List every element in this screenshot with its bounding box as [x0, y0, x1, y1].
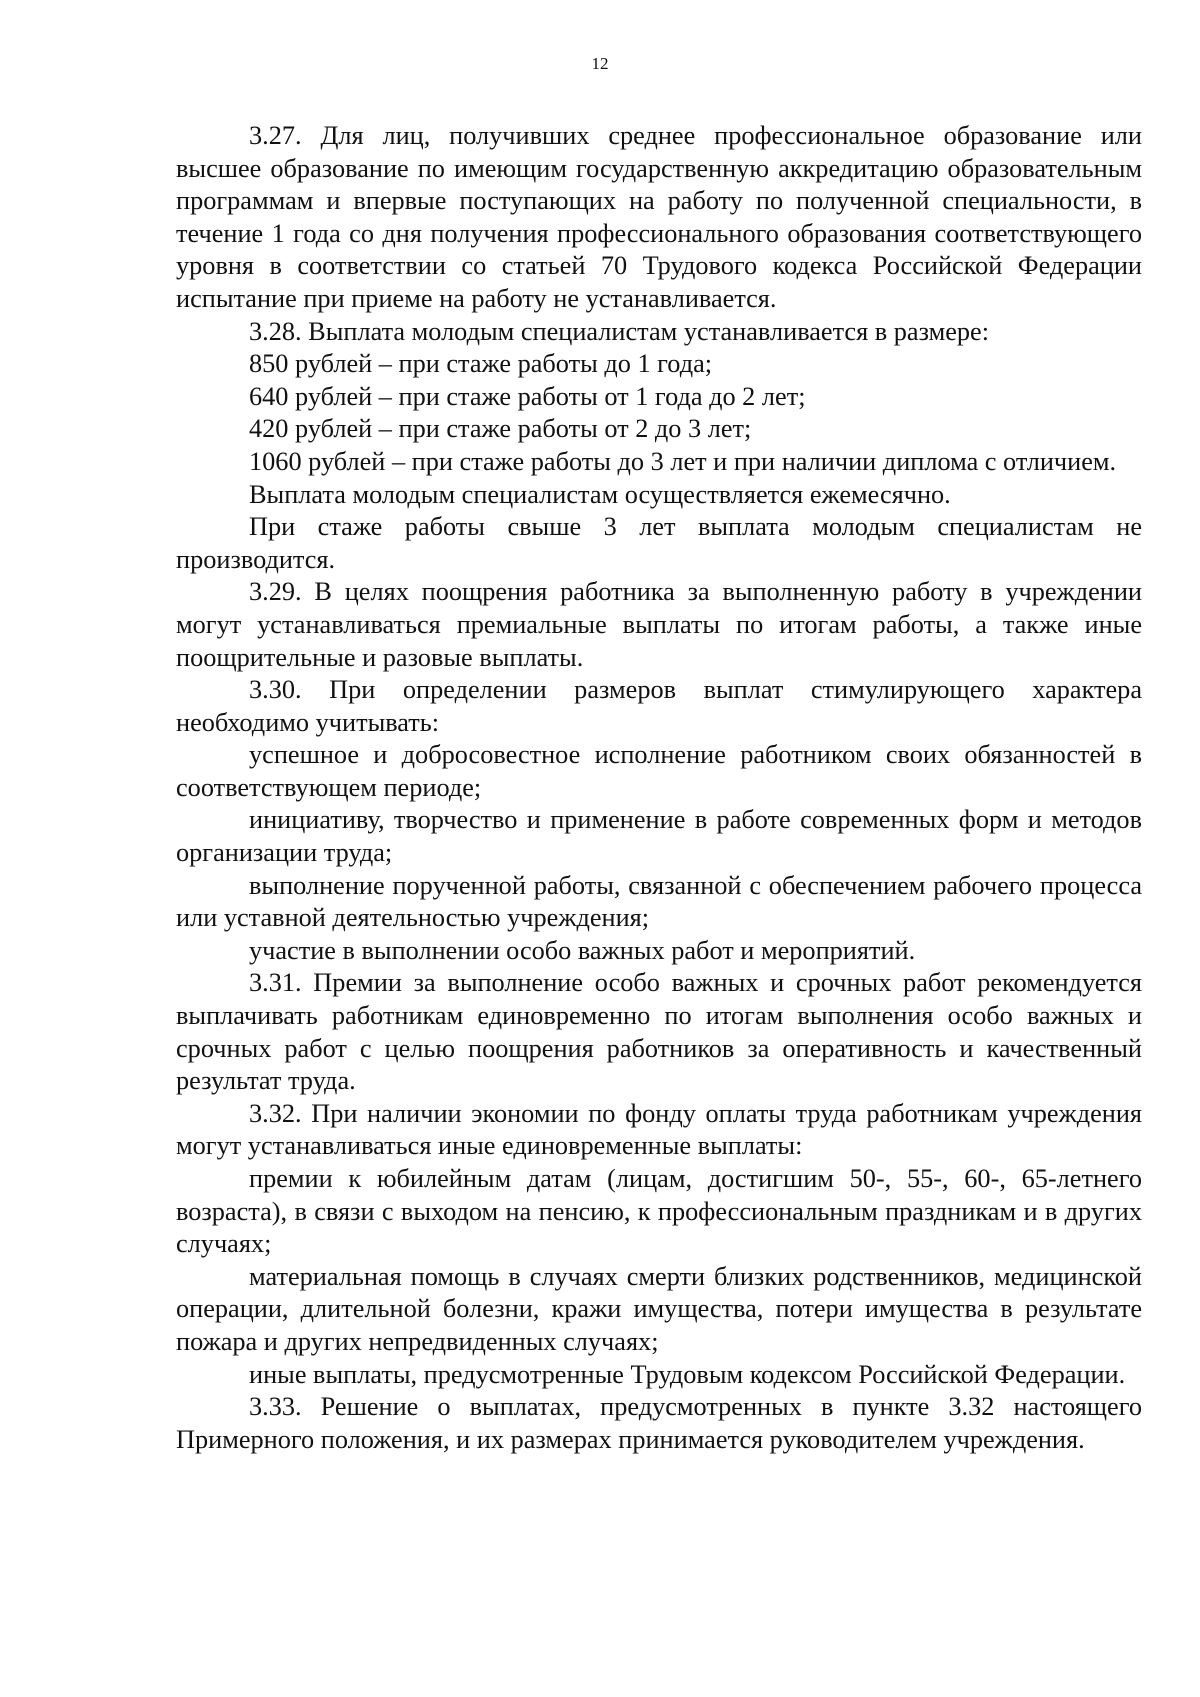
list-item-criterion-important-works: участие в выполнении особо важных работ и мероприятий.	[249, 935, 916, 965]
paragraph-3-31: 3.31. Премии за выполнение особо важных и срочных работ рекомендуется выплачивать работникам единовременно по итогам выполнения особо важных и срочных работ с целью поощрения работников за оперативность и качественный результат труда.	[176, 968, 1142, 1096]
list-item-criterion-assigned-work: выполнение порученной работы, связанной с обеспечением рабочего процесса или уставной деятельностью учреждения;	[176, 870, 1142, 933]
paragraph-over-3-years: При стаже работы свыше 3 лет выплата молодым специалистам не производится.	[176, 512, 1142, 574]
paragraph-3-30: 3.30. При определении размеров выплат стимулирующего характера необходимо учитывать:	[176, 675, 1142, 737]
paragraph-monthly-payment: Выплата молодым специалистам осуществляется ежемесячно.	[249, 479, 951, 509]
list-item-criterion-duties: успешное и добросовестное исполнение работником своих обязанностей в соответствующем периоде;	[176, 740, 1142, 802]
paragraph-3-27: 3.27. Для лиц, получивших среднее профессиональное образование или высшее образование по имеющим государственную аккредитацию образовательным программам и впервые поступающих на работу по полученной специальности, в течение 1 года со дня получения профессионального образования соответствующего уровня в соответствии со статьей 70 Трудового кодекса Российской Федерации испытание при приеме на работу не устанавливается.	[176, 121, 1142, 313]
list-item-anniversary-bonus: премии к юбилейным датам (лицам, достигшим 50-, 55-, 60-, 65-летнего возраста), в связи с выходом на пенсию, к профессиональным праздникам и в других случаях;	[176, 1164, 1142, 1259]
list-item-payment-1060: 1060 рублей – при стаже работы до 3 лет и при наличии диплома с отличием.	[249, 446, 1117, 476]
page-number: 12	[591, 54, 609, 73]
list-item-payment-420: 420 рублей – при стаже работы от 2 до 3 лет;	[249, 414, 752, 444]
paragraph-3-33: 3.33. Решение о выплатах, предусмотренных в пункте 3.32 настоящего Примерного положения, и их размерах принимается руководителем учреждения.	[176, 1392, 1142, 1454]
paragraph-3-29: 3.29. В целях поощрения работника за выполненную работу в учреждении могут устанавливаться премиальные выплаты по итогам работы, а также иные поощрительные и разовые выплаты.	[176, 577, 1142, 672]
list-item-other-payments: иные выплаты, предусмотренные Трудовым кодексом Российской Федерации.	[249, 1359, 1126, 1389]
list-item-criterion-initiative: инициативу, творчество и применение в работе современных форм и методов организации труда;	[176, 805, 1142, 868]
list-item-payment-850: 850 рублей – при стаже работы до 1 года;	[249, 349, 713, 379]
paragraph-3-28: 3.28. Выплата молодым специалистам устанавливается в размере:	[249, 316, 990, 346]
document-body	[176, 120, 1142, 1456]
list-item-payment-640: 640 рублей – при стаже работы от 1 года до 2 лет;	[249, 381, 806, 411]
paragraph-3-32: 3.32. При наличии экономии по фонду оплаты труда работникам учреждения могут устанавливаться иные единовременные выплаты:	[176, 1098, 1142, 1161]
list-item-material-assistance: материальная помощь в случаях смерти близких родственников, медицинской операции, длительной болезни, кражи имущества, потери имущества в результате пожара и других непредвиденных случаях;	[176, 1261, 1142, 1356]
